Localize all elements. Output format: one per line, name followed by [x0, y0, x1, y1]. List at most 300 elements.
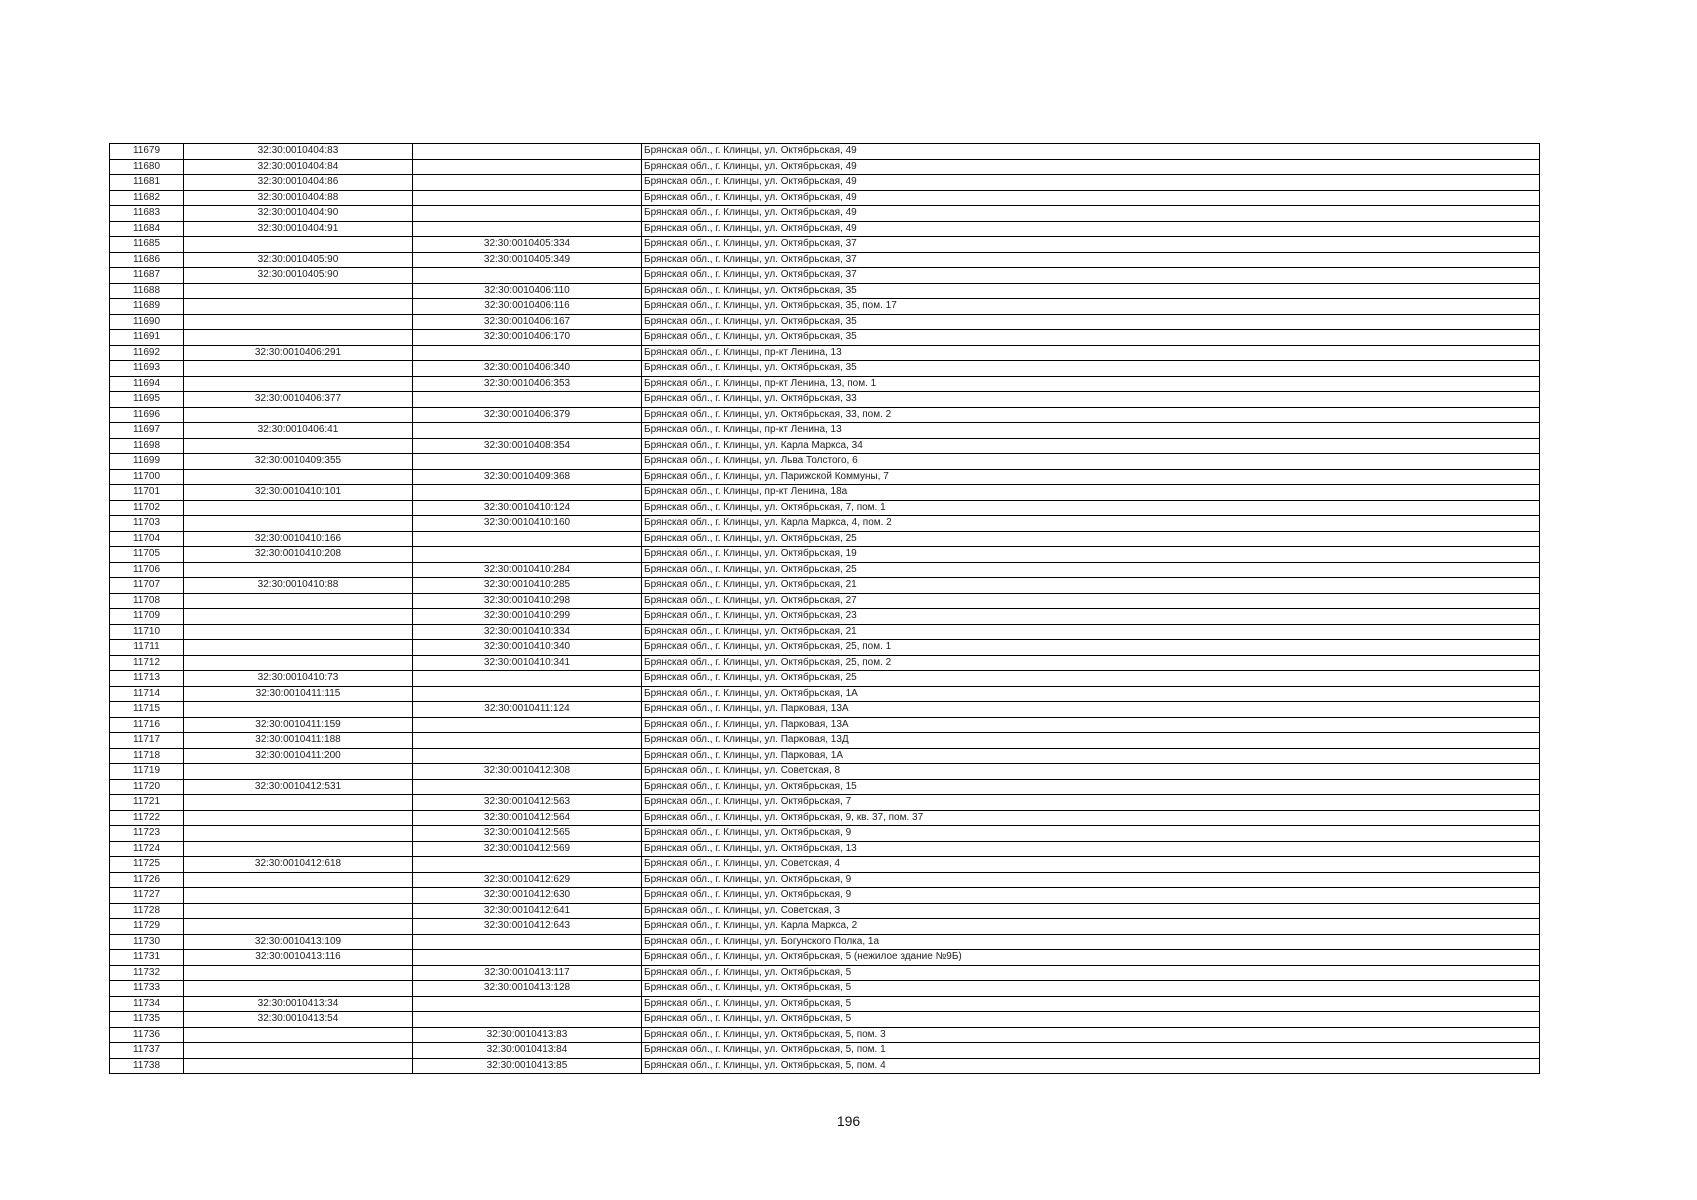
cadastral-number-cell: [184, 872, 413, 888]
address-cell: Брянская обл., г. Клинцы, ул. Октябрьская, 5, пом. 4: [642, 1058, 1540, 1074]
address-cell: Брянская обл., г. Клинцы, ул. Октябрьская, 35: [642, 330, 1540, 346]
table-row: [110, 221, 1540, 237]
cadastral-number-secondary-cell: 32:30:0010410:160: [413, 516, 642, 532]
table-row: [110, 345, 1540, 361]
table-row: [110, 950, 1540, 966]
row-number-cell: 11703: [110, 516, 184, 532]
cadastral-number-cell: [184, 640, 413, 656]
row-number-cell: 11733: [110, 981, 184, 997]
cadastral-number-secondary-cell: [413, 454, 642, 470]
cadastral-number-cell: [184, 376, 413, 392]
table-row: [110, 469, 1540, 485]
cadastral-number-secondary-cell: 32:30:0010412:630: [413, 888, 642, 904]
table-row: [110, 144, 1540, 160]
cadastral-number-secondary-cell: 32:30:0010412:564: [413, 810, 642, 826]
address-cell: Брянская обл., г. Клинцы, пр-кт Ленина, 13, пом. 1: [642, 376, 1540, 392]
address-cell: Брянская обл., г. Клинцы, ул. Октябрьская, 13: [642, 841, 1540, 857]
row-number-cell: 11694: [110, 376, 184, 392]
cadastral-number-secondary-cell: 32:30:0010412:565: [413, 826, 642, 842]
cadastral-number-secondary-cell: 32:30:0010413:128: [413, 981, 642, 997]
row-number-cell: 11686: [110, 252, 184, 268]
table-row: [110, 655, 1540, 671]
cadastral-number-secondary-cell: 32:30:0010412:629: [413, 872, 642, 888]
row-number-cell: 11737: [110, 1043, 184, 1059]
row-number-cell: 11712: [110, 655, 184, 671]
cadastral-number-cell: [184, 841, 413, 857]
table-row: [110, 748, 1540, 764]
row-number-cell: 11717: [110, 733, 184, 749]
cadastral-number-cell: 32:30:0010404:86: [184, 175, 413, 191]
address-cell: Брянская обл., г. Клинцы, ул. Октябрьская, 5: [642, 965, 1540, 981]
row-number-cell: 11702: [110, 500, 184, 516]
cadastral-number-cell: 32:30:0010404:83: [184, 144, 413, 160]
table-row: [110, 593, 1540, 609]
cadastral-number-cell: 32:30:0010404:90: [184, 206, 413, 222]
address-cell: Брянская обл., г. Клинцы, ул. Октябрьская, 19: [642, 547, 1540, 563]
cadastral-number-cell: [184, 888, 413, 904]
address-cell: Брянская обл., г. Клинцы, ул. Парковая, 13А: [642, 702, 1540, 718]
row-number-cell: 11732: [110, 965, 184, 981]
address-cell: Брянская обл., г. Клинцы, ул. Октябрьская, 35: [642, 283, 1540, 299]
cadastral-number-cell: 32:30:0010409:355: [184, 454, 413, 470]
cadastral-number-secondary-cell: 32:30:0010412:308: [413, 764, 642, 780]
table-row: [110, 903, 1540, 919]
row-number-cell: 11681: [110, 175, 184, 191]
address-cell: Брянская обл., г. Клинцы, ул. Октябрьская, 25, пом. 2: [642, 655, 1540, 671]
address-cell: Брянская обл., г. Клинцы, ул. Октябрьская, 7, пом. 1: [642, 500, 1540, 516]
row-number-cell: 11709: [110, 609, 184, 625]
cadastral-number-cell: [184, 593, 413, 609]
cadastral-number-secondary-cell: [413, 221, 642, 237]
cadastral-number-cell: 32:30:0010404:91: [184, 221, 413, 237]
cadastral-number-secondary-cell: 32:30:0010410:298: [413, 593, 642, 609]
table-row: [110, 826, 1540, 842]
cadastral-number-cell: 32:30:0010411:200: [184, 748, 413, 764]
address-cell: Брянская обл., г. Клинцы, ул. Октябрьская, 49: [642, 190, 1540, 206]
row-number-cell: 11701: [110, 485, 184, 501]
address-cell: Брянская обл., г. Клинцы, ул. Октябрьская, 49: [642, 175, 1540, 191]
cadastral-number-cell: [184, 516, 413, 532]
row-number-cell: 11738: [110, 1058, 184, 1074]
cadastral-number-secondary-cell: 32:30:0010411:124: [413, 702, 642, 718]
table-row: [110, 500, 1540, 516]
row-number-cell: 11715: [110, 702, 184, 718]
cadastral-number-cell: 32:30:0010410:101: [184, 485, 413, 501]
cadastral-number-cell: [184, 795, 413, 811]
cadastral-number-secondary-cell: [413, 934, 642, 950]
table-row: [110, 841, 1540, 857]
table-row: [110, 237, 1540, 253]
table-row: [110, 733, 1540, 749]
cadastral-number-cell: [184, 1058, 413, 1074]
row-number-cell: 11736: [110, 1027, 184, 1043]
row-number-cell: 11710: [110, 624, 184, 640]
address-cell: Брянская обл., г. Клинцы, ул. Октябрьская, 5, пом. 1: [642, 1043, 1540, 1059]
table-row: [110, 485, 1540, 501]
address-cell: Брянская обл., г. Клинцы, ул. Карла Маркса, 34: [642, 438, 1540, 454]
row-number-cell: 11728: [110, 903, 184, 919]
cadastral-number-secondary-cell: [413, 717, 642, 733]
table-row: [110, 888, 1540, 904]
table-row: [110, 795, 1540, 811]
address-cell: Брянская обл., г. Клинцы, ул. Октябрьская, 35: [642, 314, 1540, 330]
cadastral-number-secondary-cell: [413, 733, 642, 749]
cadastral-number-secondary-cell: 32:30:0010413:117: [413, 965, 642, 981]
cadastral-number-secondary-cell: [413, 159, 642, 175]
cadastral-number-secondary-cell: 32:30:0010412:641: [413, 903, 642, 919]
cadastral-number-cell: 32:30:0010406:41: [184, 423, 413, 439]
row-number-cell: 11685: [110, 237, 184, 253]
address-cell: Брянская обл., г. Клинцы, ул. Октябрьская, 21: [642, 624, 1540, 640]
table-row: [110, 686, 1540, 702]
row-number-cell: 11696: [110, 407, 184, 423]
address-cell: Брянская обл., г. Клинцы, ул. Богунского Полка, 1а: [642, 934, 1540, 950]
row-number-cell: 11688: [110, 283, 184, 299]
cadastral-number-cell: [184, 903, 413, 919]
cadastral-number-secondary-cell: 32:30:0010409:368: [413, 469, 642, 485]
cadastral-number-secondary-cell: [413, 206, 642, 222]
row-number-cell: 11723: [110, 826, 184, 842]
cadastral-number-secondary-cell: 32:30:0010406:340: [413, 361, 642, 377]
cadastral-number-cell: [184, 655, 413, 671]
row-number-cell: 11705: [110, 547, 184, 563]
cadastral-number-secondary-cell: 32:30:0010406:167: [413, 314, 642, 330]
cadastral-number-cell: [184, 361, 413, 377]
cadastral-number-secondary-cell: 32:30:0010406:116: [413, 299, 642, 315]
table-row: [110, 516, 1540, 532]
table-row: [110, 454, 1540, 470]
cadastral-number-secondary-cell: 32:30:0010406:110: [413, 283, 642, 299]
cadastral-number-cell: [184, 826, 413, 842]
table-row: [110, 314, 1540, 330]
row-number-cell: 11721: [110, 795, 184, 811]
cadastral-number-cell: [184, 810, 413, 826]
address-cell: Брянская обл., г. Клинцы, ул. Октябрьская, 49: [642, 159, 1540, 175]
table-row: [110, 779, 1540, 795]
row-number-cell: 11730: [110, 934, 184, 950]
row-number-cell: 11706: [110, 562, 184, 578]
row-number-cell: 11719: [110, 764, 184, 780]
cadastral-number-cell: [184, 283, 413, 299]
cadastral-number-secondary-cell: 32:30:0010412:643: [413, 919, 642, 935]
table-body: [110, 144, 1540, 1074]
row-number-cell: 11720: [110, 779, 184, 795]
address-cell: Брянская обл., г. Клинцы, ул. Октябрьская, 15: [642, 779, 1540, 795]
address-cell: Брянская обл., г. Клинцы, ул. Карла Маркса, 2: [642, 919, 1540, 935]
cadastral-number-secondary-cell: [413, 268, 642, 284]
row-number-cell: 11700: [110, 469, 184, 485]
cadastral-number-secondary-cell: 32:30:0010410:285: [413, 578, 642, 594]
cadastral-number-cell: 32:30:0010410:73: [184, 671, 413, 687]
cadastral-number-secondary-cell: 32:30:0010405:334: [413, 237, 642, 253]
row-number-cell: 11682: [110, 190, 184, 206]
cadastral-number-cell: [184, 1043, 413, 1059]
table-row: [110, 299, 1540, 315]
table-row: [110, 283, 1540, 299]
table-row: [110, 268, 1540, 284]
row-number-cell: 11680: [110, 159, 184, 175]
cadastral-number-cell: [184, 981, 413, 997]
row-number-cell: 11689: [110, 299, 184, 315]
row-number-cell: 11729: [110, 919, 184, 935]
table-row: [110, 981, 1540, 997]
cadastral-number-cell: 32:30:0010404:88: [184, 190, 413, 206]
address-cell: Брянская обл., г. Клинцы, ул. Октябрьская, 49: [642, 144, 1540, 160]
address-cell: Брянская обл., г. Клинцы, ул. Октябрьская, 25: [642, 671, 1540, 687]
row-number-cell: 11679: [110, 144, 184, 160]
address-cell: Брянская обл., г. Клинцы, ул. Октябрьская, 49: [642, 221, 1540, 237]
table-row: [110, 764, 1540, 780]
address-cell: Брянская обл., г. Клинцы, ул. Октябрьская, 1А: [642, 686, 1540, 702]
cadastral-number-secondary-cell: 32:30:0010405:349: [413, 252, 642, 268]
address-cell: Брянская обл., г. Клинцы, ул. Льва Толстого, 6: [642, 454, 1540, 470]
cadastral-number-cell: [184, 407, 413, 423]
address-cell: Брянская обл., г. Клинцы, ул. Октябрьская, 5: [642, 996, 1540, 1012]
address-cell: Брянская обл., г. Клинцы, ул. Октябрьская, 25: [642, 562, 1540, 578]
cadastral-number-secondary-cell: [413, 950, 642, 966]
cadastral-number-secondary-cell: 32:30:0010406:170: [413, 330, 642, 346]
cadastral-number-secondary-cell: [413, 144, 642, 160]
table-row: [110, 624, 1540, 640]
cadastral-number-cell: 32:30:0010411:188: [184, 733, 413, 749]
table-row: [110, 934, 1540, 950]
cadastral-number-secondary-cell: [413, 485, 642, 501]
address-cell: Брянская обл., г. Клинцы, ул. Парковая, 1А: [642, 748, 1540, 764]
address-cell: Брянская обл., г. Клинцы, ул. Октябрьская, 5: [642, 981, 1540, 997]
address-cell: Брянская обл., г. Клинцы, ул. Октябрьская, 5 (нежилое здание №9Б): [642, 950, 1540, 966]
table-row: [110, 376, 1540, 392]
row-number-cell: 11711: [110, 640, 184, 656]
cadastral-number-secondary-cell: 32:30:0010413:84: [413, 1043, 642, 1059]
row-number-cell: 11722: [110, 810, 184, 826]
table-row: [110, 996, 1540, 1012]
table-row: [110, 547, 1540, 563]
cadastral-number-cell: 32:30:0010406:291: [184, 345, 413, 361]
page-number: 196: [836, 1113, 861, 1129]
row-number-cell: 11697: [110, 423, 184, 439]
cadastral-number-secondary-cell: [413, 423, 642, 439]
row-number-cell: 11698: [110, 438, 184, 454]
cadastral-number-secondary-cell: 32:30:0010410:284: [413, 562, 642, 578]
row-number-cell: 11692: [110, 345, 184, 361]
row-number-cell: 11734: [110, 996, 184, 1012]
cadastral-number-secondary-cell: 32:30:0010408:354: [413, 438, 642, 454]
cadastral-number-secondary-cell: 32:30:0010410:299: [413, 609, 642, 625]
address-cell: Брянская обл., г. Клинцы, ул. Советская, 4: [642, 857, 1540, 873]
cadastral-number-cell: 32:30:0010405:90: [184, 268, 413, 284]
row-number-cell: 11713: [110, 671, 184, 687]
cadastral-number-cell: [184, 237, 413, 253]
cadastral-number-cell: 32:30:0010405:90: [184, 252, 413, 268]
address-cell: Брянская обл., г. Клинцы, ул. Октябрьская, 9: [642, 826, 1540, 842]
address-cell: Брянская обл., г. Клинцы, ул. Октябрьская, 37: [642, 268, 1540, 284]
address-cell: Брянская обл., г. Клинцы, ул. Октябрьская, 35, пом. 17: [642, 299, 1540, 315]
row-number-cell: 11693: [110, 361, 184, 377]
cadastral-number-secondary-cell: [413, 857, 642, 873]
cadastral-number-secondary-cell: 32:30:0010410:124: [413, 500, 642, 516]
cadastral-number-cell: 32:30:0010410:88: [184, 578, 413, 594]
row-number-cell: 11725: [110, 857, 184, 873]
cadastral-number-cell: [184, 438, 413, 454]
cadastral-number-cell: 32:30:0010413:54: [184, 1012, 413, 1028]
row-number-cell: 11716: [110, 717, 184, 733]
address-cell: Брянская обл., г. Клинцы, ул. Октябрьская, 49: [642, 206, 1540, 222]
cadastral-number-secondary-cell: [413, 175, 642, 191]
table-row: [110, 407, 1540, 423]
cadastral-number-secondary-cell: 32:30:0010413:83: [413, 1027, 642, 1043]
cadastral-number-secondary-cell: [413, 531, 642, 547]
address-cell: Брянская обл., г. Клинцы, ул. Октябрьская, 9: [642, 888, 1540, 904]
cadastral-number-secondary-cell: [413, 748, 642, 764]
cadastral-number-cell: [184, 702, 413, 718]
cadastral-number-cell: 32:30:0010412:618: [184, 857, 413, 873]
cadastral-number-cell: [184, 500, 413, 516]
cadastral-number-secondary-cell: [413, 671, 642, 687]
address-cell: Брянская обл., г. Клинцы, ул. Октябрьская, 5, пом. 3: [642, 1027, 1540, 1043]
cadastral-number-secondary-cell: [413, 1012, 642, 1028]
row-number-cell: 11707: [110, 578, 184, 594]
address-cell: Брянская обл., г. Клинцы, ул. Октябрьская, 23: [642, 609, 1540, 625]
cadastral-number-secondary-cell: [413, 547, 642, 563]
table-row: [110, 1043, 1540, 1059]
cadastral-number-secondary-cell: [413, 392, 642, 408]
cadastral-number-cell: 32:30:0010412:531: [184, 779, 413, 795]
row-number-cell: 11735: [110, 1012, 184, 1028]
address-cell: Брянская обл., г. Клинцы, ул. Октябрьская, 37: [642, 252, 1540, 268]
cadastral-number-secondary-cell: 32:30:0010406:353: [413, 376, 642, 392]
address-cell: Брянская обл., г. Клинцы, ул. Советская, 8: [642, 764, 1540, 780]
address-cell: Брянская обл., г. Клинцы, ул. Октябрьская, 9: [642, 872, 1540, 888]
cadastral-number-cell: 32:30:0010413:34: [184, 996, 413, 1012]
row-number-cell: 11695: [110, 392, 184, 408]
address-cell: Брянская обл., г. Клинцы, ул. Октябрьская, 25, пом. 1: [642, 640, 1540, 656]
address-cell: Брянская обл., г. Клинцы, пр-кт Ленина, 13: [642, 423, 1540, 439]
table-row: [110, 438, 1540, 454]
table-row: [110, 1058, 1540, 1074]
table-row: [110, 810, 1540, 826]
cadastral-number-cell: [184, 1027, 413, 1043]
cadastral-number-secondary-cell: [413, 190, 642, 206]
row-number-cell: 11684: [110, 221, 184, 237]
table-row: [110, 562, 1540, 578]
address-cell: Брянская обл., г. Клинцы, ул. Парижской Коммуны, 7: [642, 469, 1540, 485]
cadastral-number-cell: 32:30:0010406:377: [184, 392, 413, 408]
cadastral-number-cell: 32:30:0010411:115: [184, 686, 413, 702]
row-number-cell: 11727: [110, 888, 184, 904]
cadastral-number-cell: [184, 609, 413, 625]
cadastral-number-cell: 32:30:0010410:208: [184, 547, 413, 563]
table-row: [110, 252, 1540, 268]
row-number-cell: 11683: [110, 206, 184, 222]
cadastral-number-secondary-cell: 32:30:0010410:340: [413, 640, 642, 656]
cadastral-number-cell: 32:30:0010410:166: [184, 531, 413, 547]
cadastral-number-secondary-cell: [413, 779, 642, 795]
row-number-cell: 11726: [110, 872, 184, 888]
cadastral-number-cell: 32:30:0010413:109: [184, 934, 413, 950]
row-number-cell: 11708: [110, 593, 184, 609]
cadastral-number-cell: [184, 764, 413, 780]
table-row: [110, 206, 1540, 222]
table-row: [110, 872, 1540, 888]
table-row: [110, 159, 1540, 175]
table-row: [110, 1027, 1540, 1043]
address-cell: Брянская обл., г. Клинцы, ул. Октябрьская, 27: [642, 593, 1540, 609]
address-cell: Брянская обл., г. Клинцы, ул. Октябрьская, 33, пом. 2: [642, 407, 1540, 423]
table-row: [110, 919, 1540, 935]
address-cell: Брянская обл., г. Клинцы, ул. Октябрьская, 25: [642, 531, 1540, 547]
address-cell: Брянская обл., г. Клинцы, ул. Карла Маркса, 4, пом. 2: [642, 516, 1540, 532]
cadastral-number-cell: [184, 330, 413, 346]
table-row: [110, 531, 1540, 547]
cadastral-number-cell: [184, 919, 413, 935]
address-cell: Брянская обл., г. Клинцы, ул. Октябрьская, 21: [642, 578, 1540, 594]
table-row: [110, 857, 1540, 873]
row-number-cell: 11699: [110, 454, 184, 470]
cadastral-number-cell: 32:30:0010413:116: [184, 950, 413, 966]
table-row: [110, 1012, 1540, 1028]
table-row: [110, 640, 1540, 656]
address-cell: Брянская обл., г. Клинцы, ул. Советская, 3: [642, 903, 1540, 919]
cadastral-number-secondary-cell: 32:30:0010410:341: [413, 655, 642, 671]
table-row: [110, 578, 1540, 594]
address-cell: Брянская обл., г. Клинцы, ул. Октябрьская, 5: [642, 1012, 1540, 1028]
cadastral-number-secondary-cell: [413, 345, 642, 361]
address-cell: Брянская обл., г. Клинцы, пр-кт Ленина, 18а: [642, 485, 1540, 501]
cadastral-number-cell: [184, 469, 413, 485]
address-cell: Брянская обл., г. Клинцы, ул. Октябрьская, 33: [642, 392, 1540, 408]
cadastral-number-secondary-cell: 32:30:0010410:334: [413, 624, 642, 640]
row-number-cell: 11691: [110, 330, 184, 346]
cadastral-number-cell: [184, 299, 413, 315]
address-cell: Брянская обл., г. Клинцы, ул. Октябрьская, 7: [642, 795, 1540, 811]
cadastral-number-secondary-cell: [413, 996, 642, 1012]
table-row: [110, 423, 1540, 439]
table-row: [110, 330, 1540, 346]
cadastral-number-secondary-cell: 32:30:0010412:563: [413, 795, 642, 811]
table-row: [110, 392, 1540, 408]
table-row: [110, 190, 1540, 206]
table-row: [110, 965, 1540, 981]
cadastral-number-cell: [184, 965, 413, 981]
cadastral-table: [109, 143, 1540, 1074]
row-number-cell: 11687: [110, 268, 184, 284]
table-row: [110, 671, 1540, 687]
row-number-cell: 11724: [110, 841, 184, 857]
table-row: [110, 609, 1540, 625]
cadastral-number-secondary-cell: 32:30:0010406:379: [413, 407, 642, 423]
address-cell: Брянская обл., г. Клинцы, ул. Октябрьская, 35: [642, 361, 1540, 377]
cadastral-number-cell: [184, 562, 413, 578]
table-row: [110, 361, 1540, 377]
address-cell: Брянская обл., г. Клинцы, ул. Октябрьская, 37: [642, 237, 1540, 253]
row-number-cell: 11704: [110, 531, 184, 547]
row-number-cell: 11690: [110, 314, 184, 330]
table-row: [110, 175, 1540, 191]
cadastral-number-secondary-cell: 32:30:0010413:85: [413, 1058, 642, 1074]
address-cell: Брянская обл., г. Клинцы, ул. Октябрьская, 9, кв. 37, пом. 37: [642, 810, 1540, 826]
row-number-cell: 11714: [110, 686, 184, 702]
row-number-cell: 11731: [110, 950, 184, 966]
row-number-cell: 11718: [110, 748, 184, 764]
address-cell: Брянская обл., г. Клинцы, ул. Парковая, 13А: [642, 717, 1540, 733]
cadastral-number-cell: [184, 314, 413, 330]
cadastral-number-cell: 32:30:0010404:84: [184, 159, 413, 175]
table-row: [110, 717, 1540, 733]
cadastral-number-cell: 32:30:0010411:159: [184, 717, 413, 733]
address-cell: Брянская обл., г. Клинцы, пр-кт Ленина, 13: [642, 345, 1540, 361]
cadastral-number-secondary-cell: [413, 686, 642, 702]
table-row: [110, 702, 1540, 718]
